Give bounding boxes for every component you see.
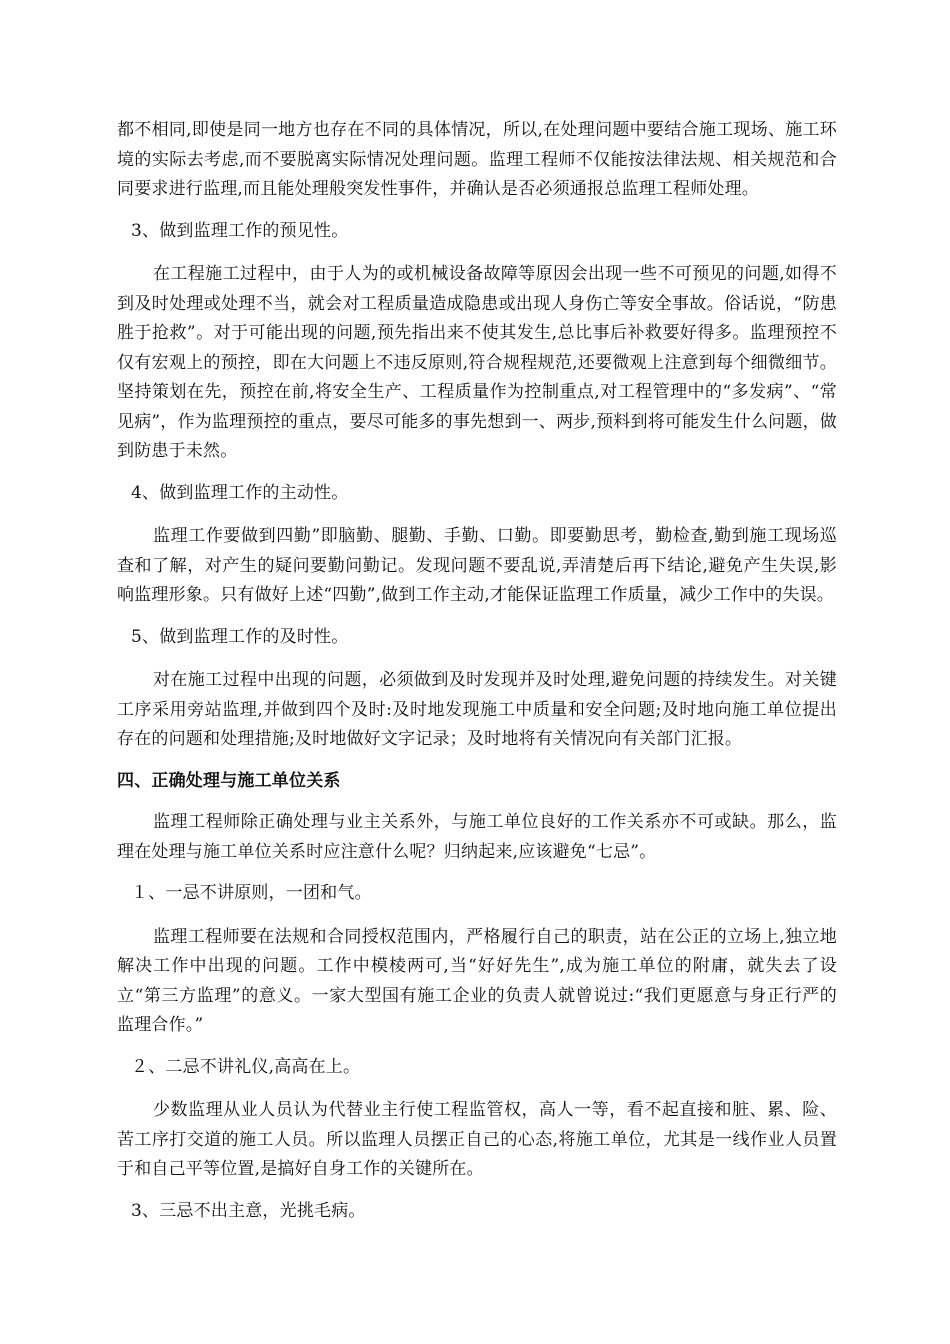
section-4-heading: 四、正确处理与施工单位关系 [117, 770, 341, 791]
item-4-body: 监理工作要做到四勤”即脑勤、腿勤、手勤、口勤。即要勤思考，勤检查,勤到施工现场巡查和了解，对产生的疑问要勤问勤记。发现问题不要乱说,弄清楚后再下结论,避免产生失误,影响监理形象。只有做好上述“四勤”,做到工作主动,才能保证监理工作质量，减少工作中的失误。 [117, 526, 837, 605]
paragraph-intro: 都不相同,即使是同一地方也存在不同的具体情况，所以,在处理问题中要结合施工现场、施工环境的实际去考虑,而不要脱离实际情况处理问题。监理工程师不仅能按法律法规、相关规范和合同要求进行监理,而且能处理般突发性事件，并确认是否必须通报总监理工程师处理。 [117, 120, 837, 199]
item-4-title: 4、做到监理工作的主动性。 [131, 482, 349, 503]
taboo-2-title: ２、二忌不讲礼仪,高高在上。 [131, 1056, 361, 1077]
document-body [117, 116, 837, 1226]
taboo-3-title: 3、三忌不出主意，光挑毛病。 [131, 1200, 366, 1221]
item-5-body: 对在施工过程中出现的问题，必须做到及时发现并及时处理,避免问题的持续发生。对关键工序采用旁站监理,并做到四个及时:及时地发现施工中质量和安全问题;及时地向施工单位提出存在的问题和处理措施;及时地做好文字记录；及时地将有关情况向有关部门汇报。 [117, 670, 837, 749]
taboo-1-title: １、一忌不讲原则，一团和气。 [131, 883, 372, 903]
section-4-intro: 监理工程师除正确处理与业主关系外，与施工单位良好的工作关系亦不可或缺。那么，监理在处理与施工单位关系时应注意什么呢？归纳起来,应该避免“七忌”。 [117, 812, 837, 862]
taboo-1-body: 监理工程师要在法规和合同授权范围内，严格履行自己的职责，站在公正的立场上,独立地解决工作中出现的问题。工作中模棱两可,当“好好先生”,成为施工单位的附庸，就失去了设立“第三方监理”的意义。一家大型国有施工企业的负责人就曾说过:“我们更愿意与身正行严的监理合作。” [117, 926, 837, 1035]
item-5-title: 5、做到监理工作的及时性。 [131, 626, 349, 647]
item-3-body: 在工程施工过程中，由于人为的或机械设备故障等原因会出现一些不可预见的问题,如得不到及时处理或处理不当，就会对工程质量造成隐患或出现人身伤亡等安全事故。俗话说，“防患胜于抢救”。对于可能出现的问题,预先指出来不使其发生,总比事后补救要好得多。监理预控不仅有宏观上的预控，即在大问题上不违反原则,符合规程规范,还要微观上注意到每个细微细节。坚持策划在先，预控在前,将安全生产、工程质量作为控制重点,对工程管理中的“多发病”、“常见病”，作为监理预控的重点，要尽可能多的事先想到一、两步,预料到将可能发生什么问题，做到防患于未然。 [117, 264, 837, 461]
taboo-2-body: 少数监理从业人员认为代替业主行使工程监管权，高人一等，看不起直接和脏、累、险、苦工序打交道的施工人员。所以监理人员摆正自己的心态,将施工单位，尤其是一线作业人员置于和自己平等位置,是搞好自身工作的关键所在。 [117, 1100, 837, 1179]
item-3-title: 3、做到监理工作的预见性。 [131, 220, 349, 241]
